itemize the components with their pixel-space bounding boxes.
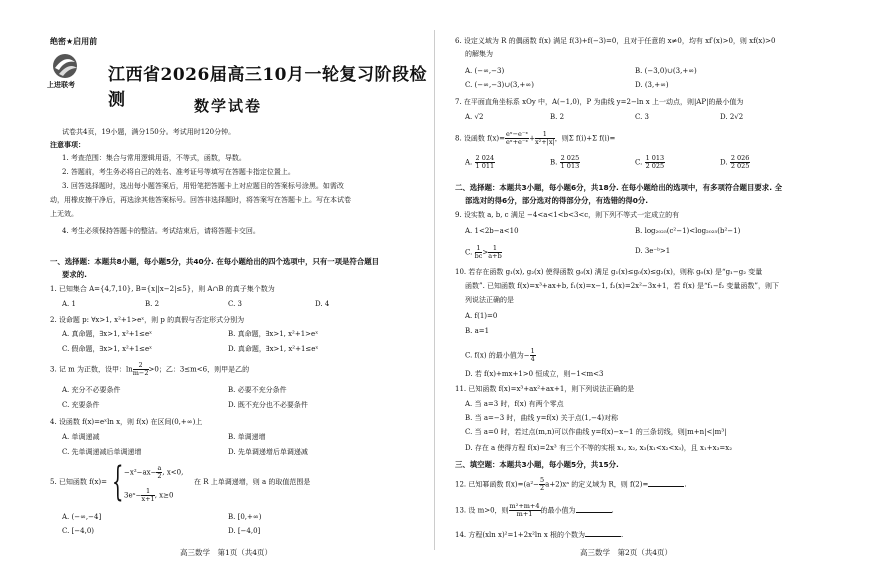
q2-option-d: D. 真命题，∃x>1, x²+1≤eˣ xyxy=(228,345,319,353)
q5-case2-a: 3eˣ− xyxy=(124,491,142,500)
q11-option-b: B. 当 a=−3 时，曲线 y=f(x) 关于点(1,−4)对称 xyxy=(465,414,619,422)
q8-plus: + xyxy=(529,134,535,143)
q3-option-d: D. 既不充分也不必要条件 xyxy=(228,401,308,409)
q8-d-den: 2 025 xyxy=(730,162,750,170)
q10-option-d: D. 若 f(x)+mx+1>0 恒成立，则−1<m<3 xyxy=(465,370,604,378)
q8-stem-b: ，则 xyxy=(554,134,569,143)
q8-f-frac xyxy=(505,131,529,146)
q1-option-d: D. 4 xyxy=(315,300,330,308)
q8-b-num: 2 025 xyxy=(560,154,580,162)
q7-option-b: B. 2 xyxy=(550,113,565,121)
exam-subject: 数学试卷 xyxy=(194,97,263,115)
q3-stem xyxy=(50,362,249,377)
q8-d-num: 2 026 xyxy=(730,154,750,162)
q10-stem-line2: 函数”. 已知函数 f(x)=x³+ax+b, f₁(x)=x−1, f₂(x)=2x²−3x+1，若 f(x) 是“f₁−f₂ 变量函数”，则下 xyxy=(465,282,780,290)
q3-stem-b: >0；乙：3≤m<6，则甲是乙的 xyxy=(148,365,250,374)
q13-stem-b: 的最小值为 xyxy=(540,506,576,515)
q8-stem xyxy=(455,131,615,146)
q5-case1-frac-den: 2 xyxy=(157,472,162,480)
logo-text: 上进联考 xyxy=(47,81,75,89)
q8-stem-a: 8. 设函数 f(x)= xyxy=(455,134,505,143)
intro-line: 试卷共4页，19小题，满分150分。考试用时120分钟。 xyxy=(62,128,236,136)
q6-option-d: D. (3,+∞) xyxy=(635,81,669,89)
section-1-heading-cont: 要求的. xyxy=(62,270,87,279)
page-2 xyxy=(435,0,870,578)
q7-option-c: C. 3 xyxy=(635,113,650,121)
q13-answer-blank[interactable] xyxy=(576,504,612,513)
q2-stem: 2. 设命题 p: ∀x>1, x²+1>eˣ，则 p 的真假与否定形式分别为 xyxy=(50,316,245,324)
q11-stem: 11. 已知函数 f(x)=x³+ax²+ax+1，则下列说法正确的是 xyxy=(455,385,635,393)
note-3: 3. 回答选择题时，选出每小题答案后，用铅笔把答题卡上对应题目的答案标号涂黑。如需改 xyxy=(62,182,344,190)
q10-stem-line1: 10. 若存在函数 g₁(x), g₂(x) 使得函数 g₀(x) 满足 g₁(x)≤g₀(x)≤g₂(x)，则称 g₀(x) 是“g₁−g₂ 变量 xyxy=(455,268,763,276)
note-3-cont-2: 上无效。 xyxy=(50,210,78,218)
q7-option-d: D. 2√2 xyxy=(720,113,744,121)
q5-case1-a: −x²−ax− xyxy=(124,468,157,477)
q9-c-prefix: C. xyxy=(465,248,475,257)
q8-a-num: 2 024 xyxy=(475,154,495,162)
q10-stem-line3: 列说法正确的是 xyxy=(465,296,514,304)
q8-g-frac xyxy=(535,131,555,146)
q8-c-num: 1 013 xyxy=(645,154,665,162)
q9-c-frac2-den: a+b xyxy=(488,252,502,260)
q6-option-c: C. (−∞,−3)∪(3,+∞) xyxy=(465,81,534,89)
q9-stem: 9. 设实数 a, b, c 满足 −4<a<1<b<3<c，则下列不等式一定成立的有 xyxy=(455,211,680,219)
q9-c-gt: > xyxy=(482,248,489,257)
q8-f-num: eˣ−e⁻ˣ xyxy=(506,130,529,138)
q5-option-d: D. [−4,0] xyxy=(228,527,261,535)
section-2-heading: 二、选择题：本题共3小题，每小题6分，共18分. 在每小题给出的选项中，有多项符合题目要求. 全 xyxy=(455,183,782,192)
q5-case2-frac xyxy=(141,488,154,503)
top-secret-label: 绝密★启用前 xyxy=(50,37,98,46)
q5-case2-frac-num: 1 xyxy=(141,488,154,496)
q8-g-den: x²+|x| xyxy=(534,138,555,146)
q8-c-den: 2 025 xyxy=(645,162,665,170)
q1-stem: 1. 已知集合 A={4,7,10}, B={x||x−2|≤5}，则 A∩B 的真子集个数为 xyxy=(50,285,275,293)
q9-c-frac-num: 1 xyxy=(476,244,481,252)
q11-option-d: D. 存在 a 使得方程 f(x)=2x³ 有三个不等的实根 x₁, x₂, x₃(x₁<x₂<x₃)，且 x₁+x₃=x₂ xyxy=(465,444,733,452)
q12-stem: 12. 已知幂函数 f(x)=(a²− $\frac{5}{2}$ a+2)xᵃ 的定义域为 R，则 f(2)= . xyxy=(455,476,687,492)
q3-option-c: C. 充要条件 xyxy=(62,401,100,409)
section-1-heading: 一、选择题：本题共8小题，每小题5分，共40分. 在每小题给出的四个选项中，只有一项是符合题目 xyxy=(50,257,379,266)
q5-option-b: B. [0,+∞) xyxy=(228,513,262,521)
q3-fraction xyxy=(133,362,149,377)
q8-b-den: 1 013 xyxy=(560,162,580,170)
q9-option-a: A. 1<2b−a<10 xyxy=(465,227,519,235)
q12-stem-a: 12. 已知幂函数 f(x)=(a²− xyxy=(455,480,540,489)
q3-option-b: B. 必要不充分条件 xyxy=(228,386,287,394)
q10-c-frac-num: 1 xyxy=(530,347,535,355)
q6-option-a: A. (−∞,−3) xyxy=(465,67,505,75)
q14-stem-text: 14. 方程(xln x)²=1+2x²ln x 根的个数为 xyxy=(455,531,586,539)
q3-frac-num: 2 xyxy=(133,362,149,370)
q6-option-b: B. (−3,0)∪(3,+∞) xyxy=(635,67,697,75)
q8-option-a: A. $\frac{2 024}{1 011}$ xyxy=(465,154,495,170)
exam-title: 江西省2026届高三10月一轮复习阶段检测 xyxy=(108,65,427,110)
note-3-cont-1: 动，用橡皮擦干净后，再选涂其他答案标号。回答非选择题时，将答案写在答题卡上。写在本试卷 xyxy=(50,196,351,204)
q9-option-d: D. 3e⁻ᵇ>1 xyxy=(635,247,671,255)
q8-sum-2: Σ f(i)= xyxy=(592,134,616,143)
q1-option-a: A. 1 xyxy=(62,300,76,308)
q5-case1-frac-num: a xyxy=(157,464,162,472)
q10-option-a: A. f(1)=0 xyxy=(465,312,498,320)
q12-stem-b: a+2)xᵃ 的定义域为 R，则 f(2)= xyxy=(545,480,649,489)
q5-case-2 xyxy=(124,488,173,503)
q8-g-num: 1 xyxy=(535,131,555,139)
q4-option-b: B. 单调递增 xyxy=(228,433,266,441)
q12-frac-den: 2 xyxy=(540,484,545,492)
q8-f-den: eˣ+e⁻ˣ xyxy=(506,138,529,146)
q3-stem-a: 3. 记 m 为正数，设甲：ln xyxy=(50,365,133,374)
q14-answer-blank[interactable] xyxy=(585,528,621,537)
q8-option-b: B. $\frac{2 025}{1 013}$ xyxy=(550,154,580,170)
q13-stem-a: 13. 设 m>0，则 xyxy=(455,506,509,515)
q4-option-d: D. 先单调递增后单调递减 xyxy=(228,448,308,456)
q11-option-a: A. 当 a=3 时，f(x) 有两个零点 xyxy=(465,400,564,408)
q6-stem-line1: 6. 设定义域为 R 的偶函数 f(x) 满足 f(3)+f(−3)=0，且对于任意的 x≠0，均有 xf′(x)>0，则 xf(x)>0 xyxy=(455,37,776,45)
q8-option-d: D. $\frac{2 026}{2 025}$ xyxy=(720,154,750,170)
q4-stem: 4. 设函数 f(x)=eˣln x，则 f(x) 在区间(0,+∞)上 xyxy=(50,418,203,426)
q5-case2-b: , x≥0 xyxy=(154,491,174,500)
section-2-heading-cont: 部选对的得6分，部分选对的得部分分，有选错的得0分. xyxy=(465,196,649,205)
page-footer-right: 高三数学 第2页（共4页） xyxy=(580,548,673,557)
q10-option-b: B. a=1 xyxy=(465,327,490,335)
q5-stem-a: 5. 已知函数 f(x)= xyxy=(50,478,107,486)
q8-sum-1: Σ f(i)+ xyxy=(568,134,593,143)
q4-option-a: A. 单调递减 xyxy=(62,433,100,441)
q5-case1-b: , x<0, xyxy=(162,468,184,477)
q2-option-a: A. 真命题，∃x>1, x²+1≤eˣ xyxy=(62,330,153,338)
q8-option-c: C. $\frac{1 013}{2 025}$ xyxy=(635,154,665,170)
q13-frac-den: m+1 xyxy=(516,510,533,518)
q11-option-c: C. 当 a=0 时，若过点(m,n)可以作曲线 y=f(x)−x−1 的三条切线，则|m+n|<|m³| xyxy=(465,428,727,436)
q1-option-c: C. 3 xyxy=(228,300,243,308)
q5-brace: { xyxy=(112,459,124,505)
q9-option-c xyxy=(465,245,502,260)
q5-stem-b: 在 R 上单调递增，则 a 的取值范围是 xyxy=(194,478,311,486)
notes-title: 注意事项： xyxy=(50,140,85,149)
q13-stem: 13. 设 m>0，则 $\frac{\text{m²+m+4}}{m+1}$ 的最小值为 . xyxy=(455,502,614,518)
q7-option-a: A. √2 xyxy=(465,113,484,121)
q10-c-frac-den: 4 xyxy=(530,355,535,363)
q3-frac-den: m−2 xyxy=(132,369,149,377)
note-2: 2. 答题前，考生务必将自己的姓名、准考证号等填写在答题卡指定位置上。 xyxy=(62,168,295,176)
page-footer-left: 高三数学 第1页（共4页） xyxy=(180,548,273,557)
q5-option-a: A. (−∞,−4] xyxy=(62,513,102,521)
section-3-heading: 三、填空题：本题共3小题，每小题5分，共15分. xyxy=(455,460,619,469)
q12-answer-blank[interactable] xyxy=(648,478,684,487)
note-4: 4. 考生必须保持答题卡的整洁。考试结束后，请将答题卡交回。 xyxy=(62,227,260,235)
q1-option-b: B. 2 xyxy=(145,300,160,308)
q7-stem: 7. 在平面直角坐标系 xOy 中，A(−1,0)，P 为曲线 y=2−ln x 上一动点，则|AP|的最小值为 xyxy=(455,98,744,106)
q12-frac-num: 5 xyxy=(540,476,545,484)
q10-c-prefix: C. f(x) 的最小值为− xyxy=(465,351,530,360)
q5-option-c: C. [−4,0) xyxy=(62,527,95,535)
q9-c-frac-den: bc xyxy=(474,252,483,260)
q2-option-c: C. 假命题，∃x>1, x²+1≤eˣ xyxy=(62,345,153,353)
q2-option-b: B. 真命题，∃x>1, x²+1>eˣ xyxy=(228,330,319,338)
q9-option-b: B. log₂₀₂₅(c²−1)<log₂₀₂₅(b²−1) xyxy=(635,227,741,235)
q14-stem: 14. 方程(xln x)²=1+2x²ln x 根的个数为 . xyxy=(455,528,623,540)
q4-option-c: C. 先单调递减后单调递增 xyxy=(62,448,142,456)
q6-stem-line2: 的解集为 xyxy=(465,50,493,58)
note-1: 1. 考查范围：集合与常用逻辑用语，不等式，函数，导数。 xyxy=(62,154,246,162)
logo-icon xyxy=(47,52,83,80)
q3-option-a: A. 充分不必要条件 xyxy=(62,386,121,394)
q8-a-den: 1 011 xyxy=(475,162,495,170)
q10-option-c xyxy=(465,348,536,363)
q5-case-1 xyxy=(124,465,183,480)
q5-case2-frac-den: x+1 xyxy=(141,495,155,503)
q13-frac-num: m²+m+4 xyxy=(509,502,540,510)
q9-c-frac2-num: 1 xyxy=(488,245,501,253)
logo xyxy=(47,52,107,92)
